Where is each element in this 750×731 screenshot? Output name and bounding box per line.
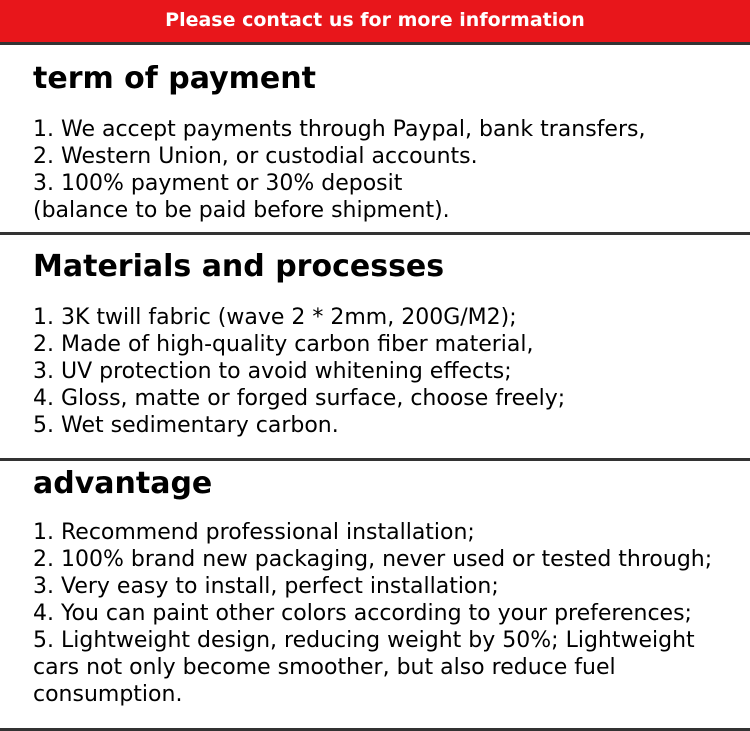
contact-banner-text: Please contact us for more information <box>165 9 585 31</box>
advantage-heading: advantage <box>33 466 213 501</box>
payment-terms-list <box>33 116 645 224</box>
materials-list <box>33 304 565 439</box>
materials-section <box>0 232 750 458</box>
materials-heading: Materials and processes <box>33 249 445 284</box>
list-item: 3. Very easy to install, perfect installation; <box>33 574 499 599</box>
list-item: 4. You can paint other colors according to your preferences; <box>33 601 692 626</box>
list-item: 2. Western Union, or custodial accounts. <box>33 144 478 169</box>
list-item: 5. Lightweight design, reducing weight by 50%; Lightweight <box>33 628 695 653</box>
list-item: (balance to be paid before shipment). <box>33 198 450 223</box>
list-item: 3. 100% payment or 30% deposit <box>33 171 403 196</box>
list-item: 2. 100% brand new packaging, never used or tested through; <box>33 547 713 572</box>
list-item: 2. Made of high-quality carbon fiber material, <box>33 332 534 357</box>
list-item: consumption. <box>33 682 183 707</box>
advantage-section <box>0 458 750 728</box>
list-item: 1. We accept payments through Paypal, bank transfers, <box>33 117 646 142</box>
list-item: cars not only become smoother, but also reduce fuel <box>33 655 616 680</box>
payment-terms-heading: term of payment <box>33 61 316 96</box>
advantage-list <box>33 519 712 708</box>
list-item: 4. Gloss, matte or forged surface, choose freely; <box>33 386 566 411</box>
payment-terms-section <box>0 42 750 232</box>
list-item: 1. 3K twill fabric (wave 2 * 2mm, 200G/M2); <box>33 305 517 330</box>
list-item: 1. Recommend professional installation; <box>33 520 475 545</box>
list-item: 5. Wet sedimentary carbon. <box>33 413 339 438</box>
list-item: 3. UV protection to avoid whitening effects; <box>33 359 512 384</box>
contact-banner <box>0 0 750 42</box>
